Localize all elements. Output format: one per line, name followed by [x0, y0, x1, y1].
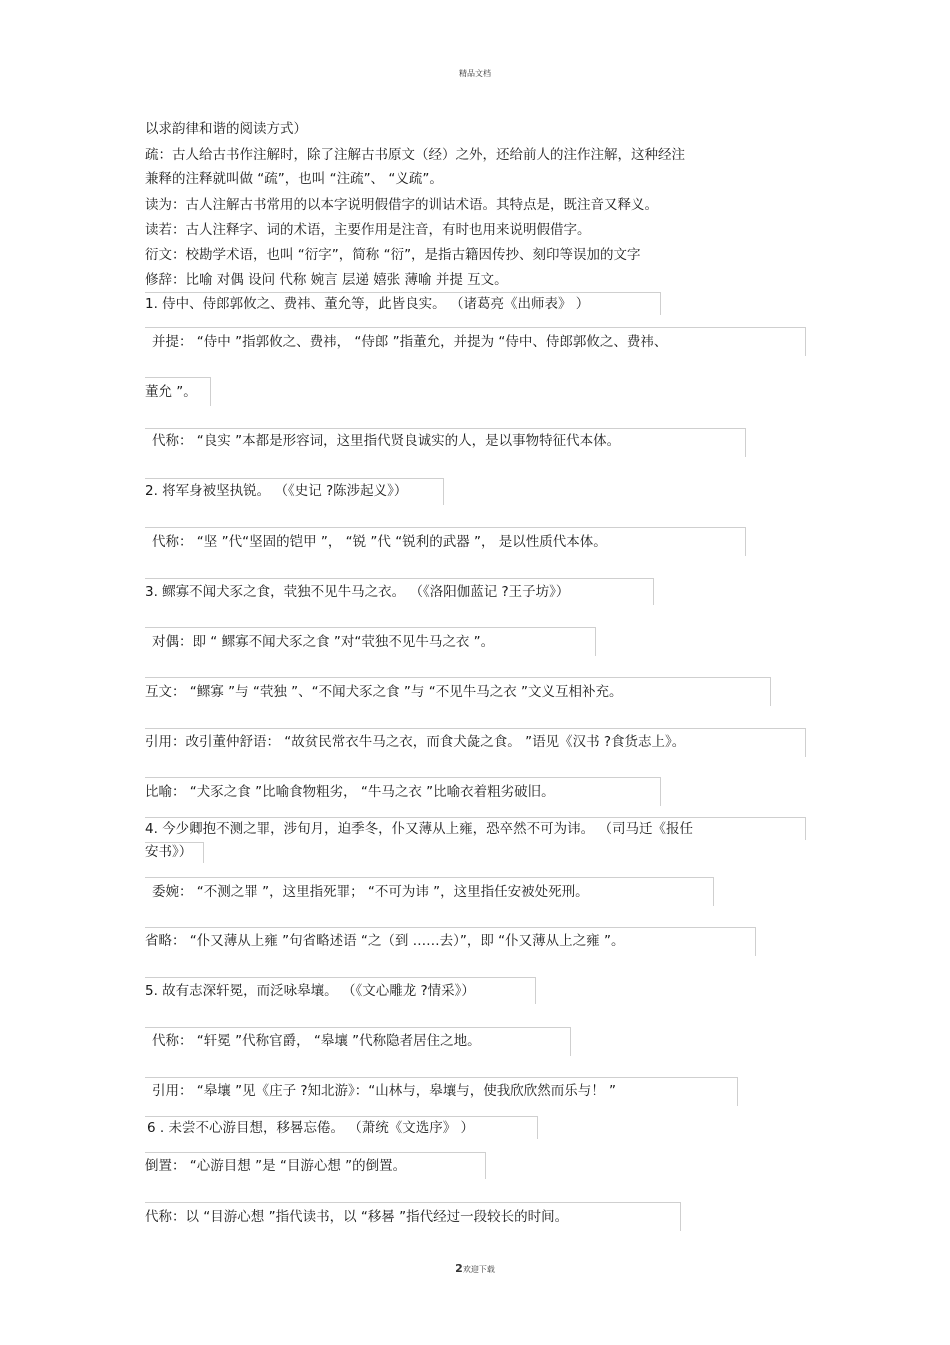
text-line: 疏：古人给古书作注解时，除了注解古书原文（经）之外，还给前人的注作注解，这种经注 — [145, 147, 685, 163]
example-heading: 6 . 未尝不心游目想，移晷忘倦。 （萧统《文选序》 ） — [147, 1120, 475, 1136]
example-heading: 2. 将军身被坚执锐。 （《史记 ?陈涉起义》） — [145, 483, 408, 499]
text-line: 修辞：比喻 对偶 设问 代称 婉言 层递 嬉张 薄喻 并提 互文。 — [145, 272, 508, 288]
text-line: 代称：以 “目游心想 ”指代读书，以 “移晷 ”指代经过一段较长的时间。 — [145, 1209, 569, 1225]
text-line: 比喻： “犬豕之食 ”比喻食物粗劣， “牛马之衣 ”比喻衣着粗劣破旧。 — [145, 784, 555, 800]
text-line: 读若：古人注释字、词的术语，主要作用是注音，有时也用来说明假借字。 — [145, 222, 591, 238]
page-number: 2 — [455, 1262, 463, 1275]
example-heading: 4. 今少卿抱不测之罪，涉旬月，迫季冬，仆又薄从上雍，恐卒然不可为讳。 （司马迁《报任 — [145, 821, 693, 837]
text-line: 读为：古人注解古书常用的以本字说明假借字的训诂术语。其特点是，既注音又释义。 — [145, 197, 658, 213]
text-line: 引用： “皋壤 ”见《庄子 ?知北游》：“山林与，皋壤与，使我欣欣然而乐与！ ” — [152, 1083, 617, 1099]
text-line: 对偶：即 “ 鳏寡不闻犬豕之食 ”对“茕独不见牛马之衣 ”。 — [152, 634, 495, 650]
page-header: 精品文档 — [459, 69, 491, 78]
text-line: 引用：改引董仲舒语： “故贫民常衣牛马之衣，而食犬彘之食。 ”语见《汉书 ?食货志上》。 — [145, 734, 686, 750]
example-heading: 3. 鳏寡不闻犬豕之食，茕独不见牛马之衣。 （《洛阳伽蓝记 ?王子坊》） — [145, 584, 570, 600]
text-line: 委婉： “不测之罪 ”，这里指死罪； “不可为讳 ”，这里指任安被处死刑。 — [152, 884, 589, 900]
text-line: 代称： “轩冕 ”代称官爵， “皋壤 ”代称隐者居住之地。 — [152, 1033, 481, 1049]
example-heading: 1. 侍中、侍郎郭攸之、费祎、董允等，此皆良实。 （诸葛亮《出师表》 ） — [145, 296, 590, 312]
footer-text: 欢迎下载 — [462, 1265, 495, 1274]
text-line: 以求韵律和谐的阅读方式） — [145, 121, 307, 137]
text-line: 并提： “侍中 ”指郭攸之、费祎， “侍郎 ”指董允，并提为 “侍中、侍郎郭攸之、费祎、 — [152, 334, 668, 350]
text-line: 省略： “仆又薄从上雍 ”句省略述语 “之（到 ……去）”，即 “仆又薄从上之雍 ”。 — [145, 933, 625, 949]
text-line: 代称： “坚 ”代“坚固的铠甲 ”， “锐 ”代 “锐利的武器 ”， 是以性质代本体。 — [152, 534, 607, 550]
example-heading: 安书》） — [145, 844, 193, 860]
page-footer — [0, 1262, 950, 1275]
text-line: 代称： “良实 ”本都是形容词，这里指代贤良诚实的人，是以事物特征代本体。 — [152, 433, 621, 449]
text-line: 兼释的注释就叫做 “疏”，也叫 “注疏”、 “义疏”。 — [145, 171, 443, 187]
text-line: 衍文：校勘学术语，也叫 “衍字”，简称 “衍”，是指古籍因传抄、刻印等误加的文字 — [145, 247, 641, 263]
text-line: 董允 ”。 — [145, 384, 197, 400]
text-line: 倒置： “心游目想 ”是 “目游心想 ”的倒置。 — [145, 1158, 407, 1174]
example-heading: 5. 故有志深轩冕，而泛咏皋壤。 （《文心雕龙 ?情采》） — [145, 983, 475, 999]
text-line: 互文： “鳏寡 ”与 “茕独 ”、“不闻犬豕之食 ”与 “不见牛马之衣 ”文义互相补充。 — [145, 684, 623, 700]
